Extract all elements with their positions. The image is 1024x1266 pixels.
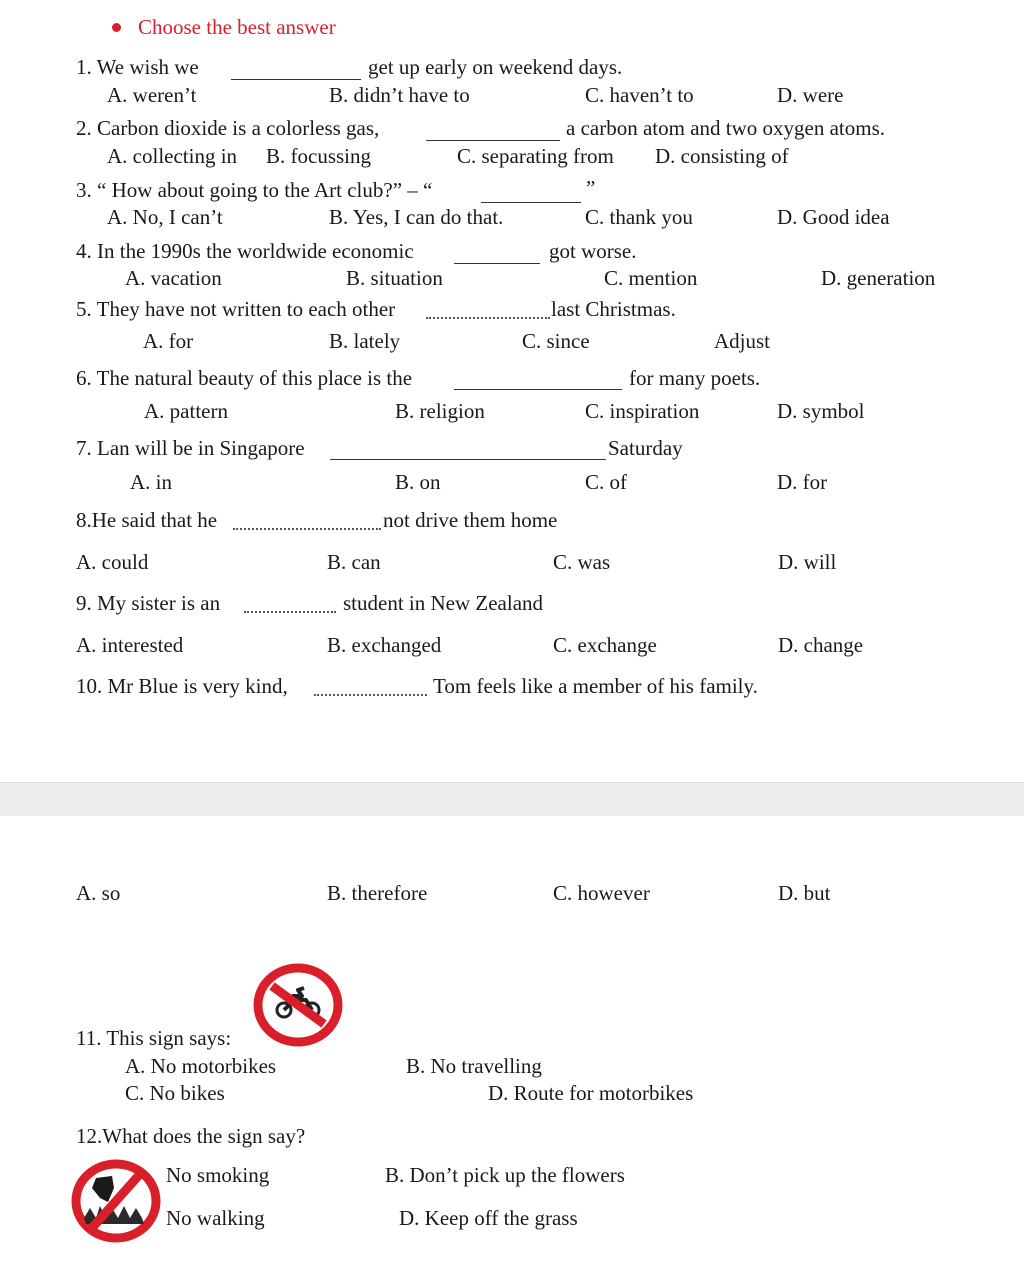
question-7-option-a[interactable]: A. in — [130, 470, 172, 494]
no-motorbikes-sign-icon — [252, 962, 344, 1048]
question-9-blank — [244, 611, 336, 613]
question-5-option-c[interactable]: C. since — [522, 329, 590, 353]
question-3-blank — [481, 202, 581, 203]
question-9-stem: 9. My sister is an — [76, 591, 221, 615]
prohibition-sign-icon — [70, 1158, 162, 1244]
question-3-option-d[interactable]: D. Good idea — [777, 205, 890, 229]
question-10-option-c[interactable]: C. however — [553, 881, 650, 905]
question-8-option-c[interactable]: C. was — [553, 550, 611, 574]
question-8-option-b[interactable]: B. can — [327, 550, 381, 574]
page-break-divider — [0, 782, 1024, 816]
question-4-blank — [454, 263, 540, 264]
question-7-option-c[interactable]: C. of — [585, 470, 627, 494]
question-4-option-b[interactable]: B. situation — [346, 266, 443, 290]
question-11-option-b[interactable]: B. No travelling — [406, 1054, 542, 1078]
question-3-stem: 3. “ How about going to the Art club?” – “ — [76, 178, 433, 202]
question-12-option-d[interactable]: D. Keep off the grass — [399, 1206, 578, 1230]
question-6-option-c[interactable]: C. inspiration — [585, 399, 700, 423]
question-2-option-a[interactable]: A. collecting in — [107, 144, 238, 168]
question-5-option-d[interactable]: Adjust — [714, 329, 771, 353]
question-3-stem-end: ” — [586, 176, 596, 200]
question-8-blank — [233, 528, 381, 530]
question-12-option-b[interactable]: B. Don’t pick up the flowers — [385, 1163, 625, 1187]
question-7-blank — [330, 459, 606, 460]
question-11-stem: 11. This sign says: — [76, 1026, 232, 1050]
question-10-blank — [314, 694, 427, 696]
question-1-option-b[interactable]: B. didn’t have to — [329, 83, 470, 107]
question-6-option-b[interactable]: B. religion — [395, 399, 485, 423]
question-3-option-b[interactable]: B. Yes, I can do that. — [329, 205, 504, 229]
question-12-option-c[interactable]: No walking — [166, 1206, 265, 1230]
question-6-stem: 6. The natural beauty of this place is the — [76, 366, 413, 390]
question-11-option-c[interactable]: C. No bikes — [125, 1081, 225, 1105]
question-9-option-c[interactable]: C. exchange — [553, 633, 657, 657]
question-10-stem: 10. Mr Blue is very kind, — [76, 674, 288, 698]
question-5-option-b[interactable]: B. lately — [329, 329, 401, 353]
question-7-stem: 7. Lan will be in Singapore — [76, 436, 305, 460]
question-4-stem-end: got worse. — [549, 239, 637, 263]
question-12-option-a[interactable]: No smoking — [166, 1163, 270, 1187]
question-2-option-c[interactable]: C. separating from — [457, 144, 614, 168]
question-3-option-a[interactable]: A. No, I can’t — [107, 205, 223, 229]
bullet-icon — [112, 23, 121, 32]
question-6-option-a[interactable]: A. pattern — [144, 399, 228, 423]
question-9-option-a[interactable]: A. interested — [76, 633, 184, 657]
question-6-option-d[interactable]: D. symbol — [777, 399, 865, 423]
question-9-option-b[interactable]: B. exchanged — [327, 633, 442, 657]
question-5-stem: 5. They have not written to each other — [76, 297, 396, 321]
question-10-option-a[interactable]: A. so — [76, 881, 121, 905]
question-5-stem-end: last Christmas. — [551, 297, 676, 321]
question-6-blank — [454, 389, 622, 390]
question-8-option-d[interactable]: D. will — [778, 550, 837, 574]
question-4-option-a[interactable]: A. vacation — [125, 266, 222, 290]
question-6-stem-end: for many poets. — [629, 366, 761, 390]
question-3-option-c[interactable]: C. thank you — [585, 205, 693, 229]
question-2-option-b[interactable]: B. focussing — [266, 144, 371, 168]
question-5-blank — [426, 317, 550, 319]
question-4-option-c[interactable]: C. mention — [604, 266, 698, 290]
question-7-option-d[interactable]: D. for — [777, 470, 828, 494]
question-7-option-b[interactable]: B. on — [395, 470, 441, 494]
question-8-stem-end: not drive them home — [383, 508, 558, 532]
question-2-option-d[interactable]: D. consisting of — [655, 144, 789, 168]
question-11-option-d[interactable]: D. Route for motorbikes — [488, 1081, 694, 1105]
question-8-option-a[interactable]: A. could — [76, 550, 149, 574]
question-1-option-d[interactable]: D. were — [777, 83, 844, 107]
question-2-stem: 2. Carbon dioxide is a colorless gas, — [76, 116, 380, 140]
question-1-stem-end: get up early on weekend days. — [368, 55, 623, 79]
question-10-option-b[interactable]: B. therefore — [327, 881, 428, 905]
question-1-blank — [231, 79, 361, 80]
question-8-stem: 8.He said that he — [76, 508, 218, 532]
question-1-option-a[interactable]: A. weren’t — [107, 83, 197, 107]
question-9-option-d[interactable]: D. change — [778, 633, 864, 657]
question-7-stem-end: Saturday — [608, 436, 683, 460]
question-5-option-a[interactable]: A. for — [143, 329, 194, 353]
question-10-stem-end: Tom feels like a member of his family. — [433, 674, 758, 698]
question-10-option-d[interactable]: D. but — [778, 881, 831, 905]
question-11-option-a[interactable]: A. No motorbikes — [125, 1054, 277, 1078]
question-9-stem-end: student in New Zealand — [343, 591, 544, 615]
question-12-stem: 12.What does the sign say? — [76, 1124, 306, 1148]
question-4-stem: 4. In the 1990s the worldwide economic — [76, 239, 414, 263]
question-2-blank — [426, 140, 560, 141]
question-4-option-d[interactable]: D. generation — [821, 266, 936, 290]
question-1-option-c[interactable]: C. haven’t to — [585, 83, 694, 107]
question-2-stem-end: a carbon atom and two oxygen atoms. — [566, 116, 885, 140]
question-1-stem: 1. We wish we — [76, 55, 199, 79]
worksheet-title: Choose the best answer — [138, 15, 336, 39]
